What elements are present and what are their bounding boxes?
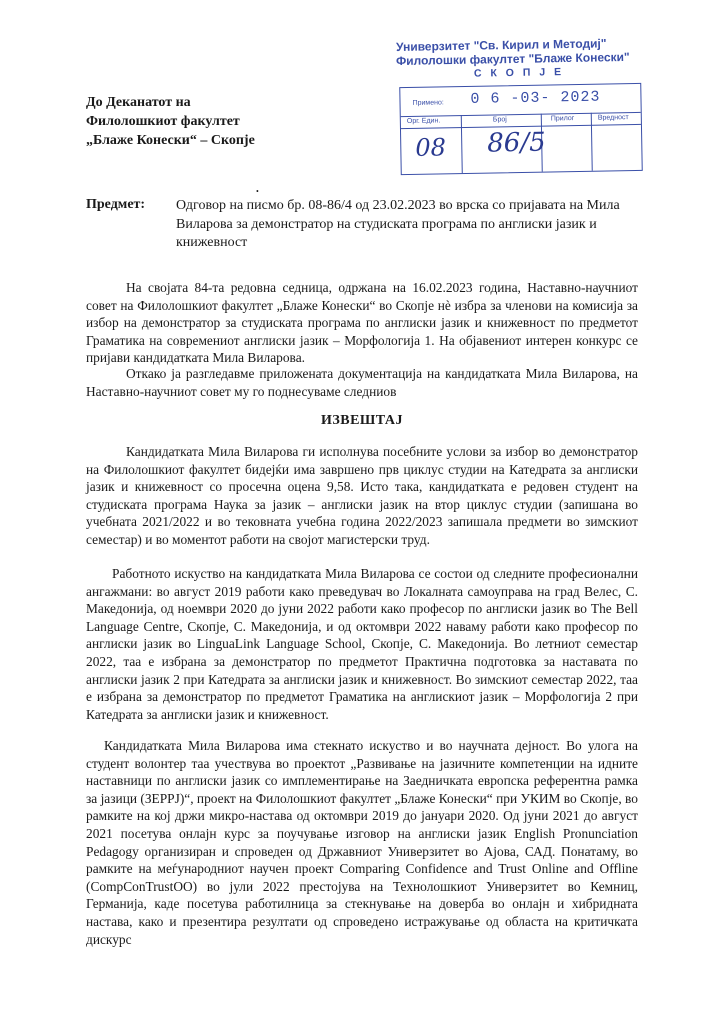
stamp-col-val: Вредност bbox=[597, 114, 629, 122]
stamp-handwritten-number: 86/5 bbox=[486, 127, 546, 159]
paragraph-2: Откако ја разгледавме приложената документација на кандидатката Мила Виларова, на Наставно-научниот совет му го поднесуваме следниов bbox=[86, 366, 638, 399]
addressee-line-3: „Блаже Конески“ – Скопје bbox=[86, 133, 255, 148]
stamp-col-att: Прилог bbox=[550, 115, 575, 123]
stamp-city: С К О П Ј Е bbox=[473, 66, 565, 80]
stamp-col-num: Број bbox=[492, 116, 507, 124]
stamp-received-label: Примено: bbox=[412, 99, 444, 107]
registry-stamp bbox=[395, 36, 642, 82]
stamp-received-date: 0 6 -03- 2023 bbox=[470, 88, 601, 108]
report-heading: ИЗВЕШТАЈ bbox=[320, 413, 404, 428]
paragraph-5: Кандидатката Мила Виларова има стекнато искуство и во научната дејност. Во улога на студент волонтер таа учествува во проектот „Развивање на јазичните компетенции на идните наставници по англиски јазик со имплементирање на Заедничката европска референтна рамка за јазици (ЗЕРРЈ)“, проект на Филолошкиот факултет „Блаже Конески“ при УКИМ во Скопје, во рамките на кој држи микро-настава од октомври 2019 до јануари 2020. Од јуни 2021 до август 2021 посетува онлајн курс за поучување изговор на англиски јазик English Pronunciation Pedagogy организиран и спроведен од Државниот Универзитет во Ајова, САД. Понатаму, во рамките на меѓународниот научен проект Comparing Confidence and Trust Online and Offline (CompConTrustOO) во јули 2022 престојува на Технолошкиот Универзитет во Кемниц, Германија, каде посетува работилница за стекнување на доверба во онлајн и хибридната настава, како и презентира резултати од спроведено истражување од областа на критичката дискурс bbox=[86, 738, 638, 947]
paragraph-3: Кандидатката Мила Виларова ги исполнува посебните услови за избор во демонстратор на Филолошкиот факултет бидејќи има завршено прв циклус студии на Катедрата за англиски јазик и книжевност со просечна оцена 9,58. Исто така, кандидатката е редовен студент на студиската програма Наука за јазик – англиски јазик на втор циклус студии (запишана во учебната 2021/2022 и во тековната учебна година 2022/2023 запишала предмети во зимскиот семестар) и во моментот работи на својот магистерски труд. bbox=[86, 444, 638, 547]
subject-text: Одговор на писмо бр. 08-86/4 од 23.02.2023 во врска со пријавата на Мила Виларова за демонстратор на студиската програма по англиски јазик и книжевност bbox=[176, 198, 620, 250]
addressee-line-1: До Деканатот на bbox=[86, 95, 191, 110]
subject-label: Предмет: bbox=[86, 197, 146, 212]
stray-dot: • bbox=[256, 187, 259, 196]
paragraph-1: На својата 84-та редовна седница, одржана на 16.02.2023 година, Наставно-научниот совет на Филолошкиот факултет „Блаже Конески“ во Скопје нè избра за членови на комисија за избор на демонстратор за студиската програма по англиски јазик и книжевност по предметот Граматика на современиот англиски јазик – Морфологија 1. На објавениот интерен конкурс се пријави кандидатката Мила Виларова. bbox=[86, 280, 638, 366]
stamp-university: Универзитет "Св. Кирил и Методиј" bbox=[395, 36, 607, 54]
stamp-col-org: Орг. Един. bbox=[406, 117, 441, 125]
paragraph-4: Работното искуство на кандидатката Мила Виларова се состои од следните професионални ангажмани: во август 2019 работи како преведувач во Локалната самоуправа на град Велес, С. Македонија, од ноември 2020 до јуни 2022 работи како професор по англиски јазик во The Bell Language Centre, Скопје, С. Македонија, и од октомври 2022 наваму работи како професор по англиски јазик во LinguaLink Language School, Скопје, С. Македонија. Во летниот семестар 2022, таа е избрана за демонстратор по предметот Практична подготовка за наставата по англиски јазик 2 при Катедрата за англиски јазик и книжевност. Во зимскиот семестар 2022, таа е избрана за демонстратор по предметот Граматика на англискиот јазик – Морфологија 2 при Катедрата за англиски јазик и книжевност. bbox=[86, 566, 638, 722]
stamp-faculty: Филолошки факултет "Блаже Конески" bbox=[395, 49, 630, 68]
stamp-handwritten-org: 08 bbox=[415, 133, 447, 162]
addressee-line-2: Филолошкиот факултет bbox=[86, 114, 240, 129]
addressee-block bbox=[86, 93, 255, 150]
stamp-registry-table bbox=[399, 83, 642, 175]
